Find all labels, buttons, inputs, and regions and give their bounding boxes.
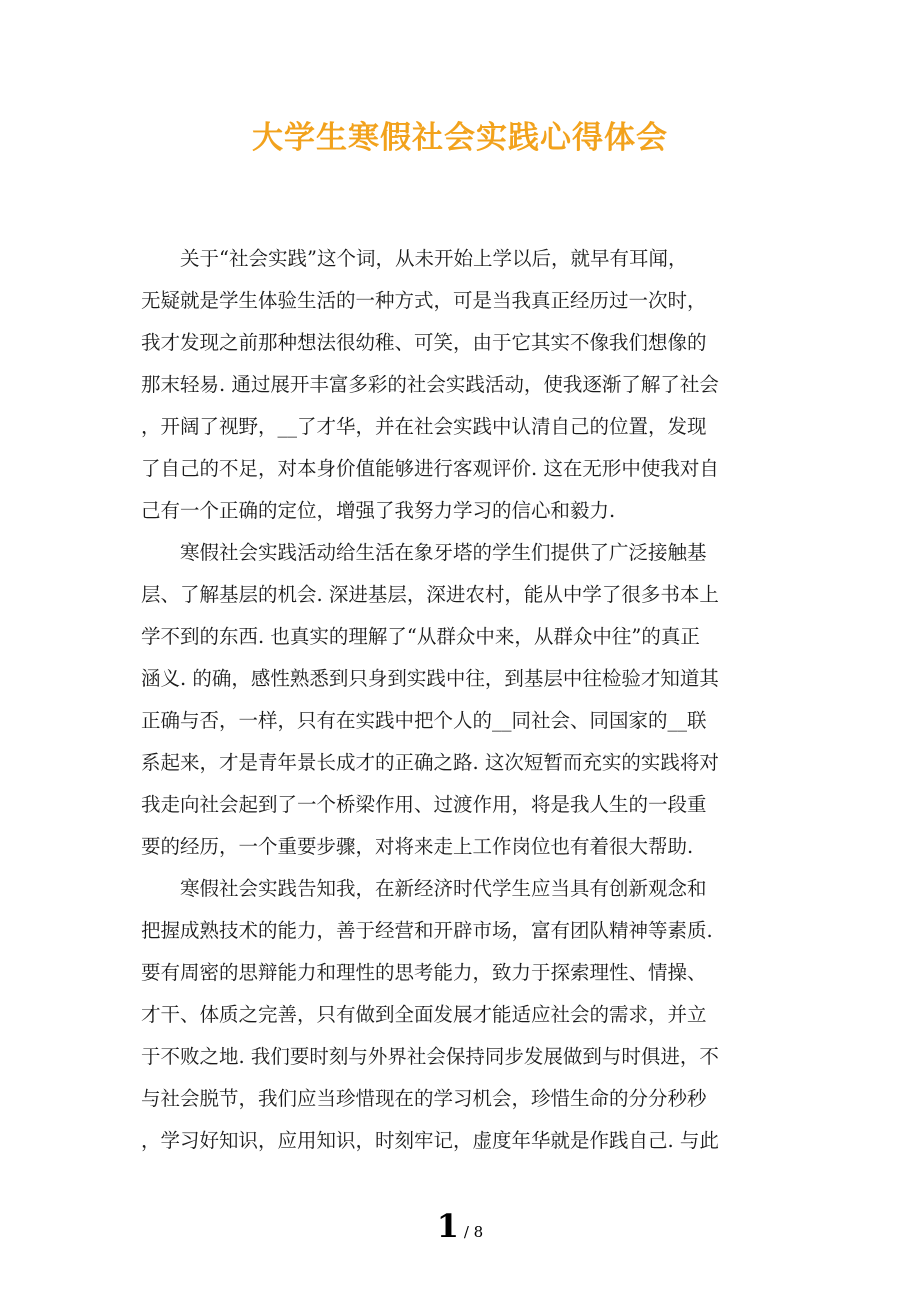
- document-title: 大学生寒假社会实践心得体会: [252, 120, 668, 156]
- text-line: 要的经历，一个重要步骤，对将来走上工作岗位也有着很大帮助.: [141, 835, 694, 858]
- text-line: 关于“社会实践”这个词，从未开始上学以后，就早有耳闻，: [141, 247, 688, 270]
- text-line: ，学习好知识，应用知识，时刻牢记，虚度年华就是作践自己. 与此: [141, 1129, 719, 1152]
- text-line: 层、了解基层的机会. 深进基层，深进农村，能从中学了很多书本上: [141, 583, 719, 606]
- page-number-current: 1: [436, 1207, 460, 1245]
- text-line: 无疑就是学生体验生活的一种方式，可是当我真正经历过一次时，: [141, 289, 707, 312]
- text-line: 于不败之地. 我们要时刻与外界社会保持同步发展做到与时俱进，不: [141, 1045, 719, 1068]
- text-line: 我走向社会起到了一个桥梁作用、过渡作用，将是我人生的一段重: [141, 793, 707, 816]
- text-line: 己有一个正确的定位，增强了我努力学习的信心和毅力.: [141, 499, 616, 522]
- text-line: 把握成熟技术的能力，善于经营和开辟市场，富有团队精神等素质.: [141, 919, 713, 942]
- text-line: 涵义. 的确，感性熟悉到只身到实践中往，到基层中往检验才知道其: [141, 667, 719, 690]
- text-line: 我才发现之前那种想法很幼稚、可笑，由于它其实不像我们想像的: [141, 331, 707, 354]
- text-line: 正确与否，一样，只有在实践中把个人的__同社会、同国家的__联: [141, 709, 707, 732]
- page-number-total: / 8: [459, 1223, 484, 1241]
- text-line: 学不到的东西. 也真实的理解了“从群众中来，从群众中往”的真正: [141, 625, 700, 648]
- text-line: 寒假社会实践告知我，在新经济时代学生应当具有创新观念和: [141, 877, 707, 900]
- text-line: 了自己的不足，对本身价值能够进行客观评价. 这在无形中使我对自: [141, 457, 719, 480]
- text-line: 寒假社会实践活动给生活在象牙塔的学生们提供了广泛接触基: [141, 541, 707, 564]
- text-line: 那末轻易. 通过展开丰富多彩的社会实践活动，使我逐渐了解了社会: [141, 373, 719, 396]
- document-body: [141, 238, 781, 1162]
- text-line: 系起来，才是青年景长成才的正确之路. 这次短暂而充实的实践将对: [141, 751, 719, 774]
- text-line: 要有周密的思辩能力和理性的思考能力，致力于探索理性、情操、: [141, 961, 707, 984]
- page-footer: [0, 1208, 920, 1250]
- text-line: 才干、体质之完善，只有做到全面发展才能适应社会的需求，并立: [141, 1003, 707, 1026]
- text-line: 与社会脱节，我们应当珍惜现在的学习机会，珍惜生命的分分秒秒: [141, 1087, 707, 1110]
- text-line: ，开阔了视野，__了才华，并在社会实践中认清自己的位置，发现: [141, 415, 707, 438]
